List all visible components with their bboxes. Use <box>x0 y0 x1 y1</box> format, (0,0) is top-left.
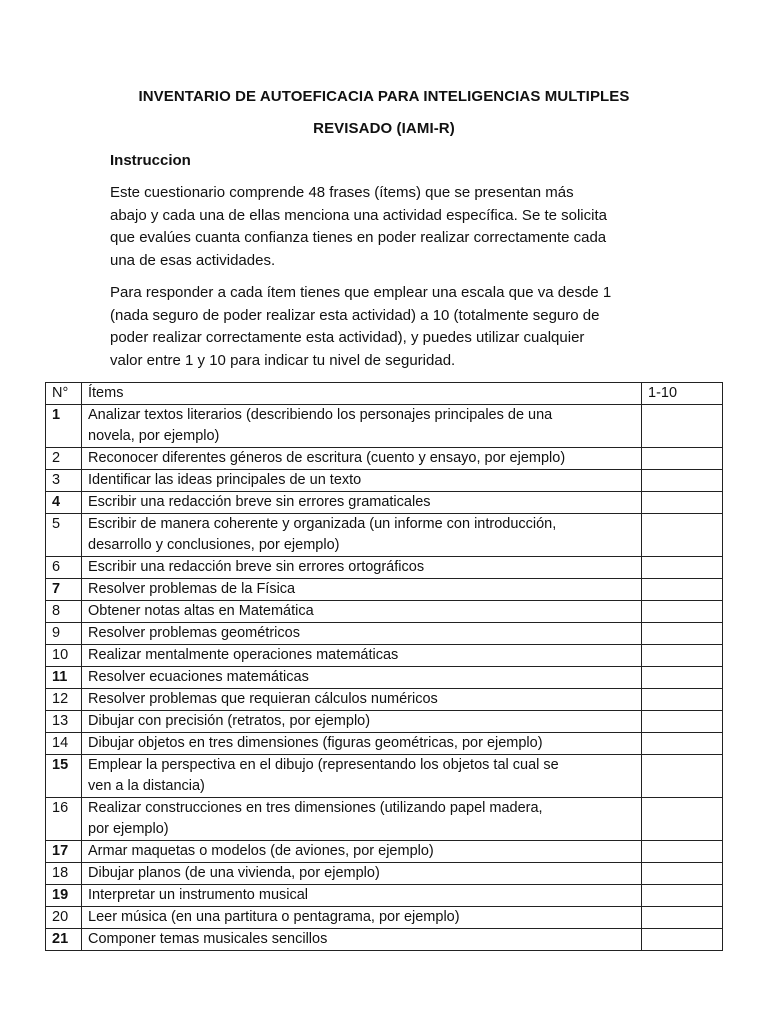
item-number: 20 <box>46 907 82 929</box>
item-text <box>82 689 642 711</box>
item-text <box>82 885 642 907</box>
table-row <box>46 667 723 689</box>
item-score-cell[interactable] <box>642 907 723 929</box>
item-score-cell[interactable] <box>642 601 723 623</box>
item-score-cell[interactable] <box>642 689 723 711</box>
item-text <box>82 470 642 492</box>
table-row <box>46 907 723 929</box>
item-score-cell[interactable] <box>642 841 723 863</box>
table-row <box>46 623 723 645</box>
item-text-line: Realizar mentalmente operaciones matemáticas <box>88 647 399 663</box>
item-score-cell[interactable] <box>642 929 723 951</box>
document-title-line-2: REVISADO (IAMI-R) <box>313 120 455 137</box>
header-items: Ítems <box>82 383 642 405</box>
table-row <box>46 863 723 885</box>
table-row <box>46 929 723 951</box>
items-table-body <box>46 405 723 951</box>
item-text-line: Armar maquetas o modelos (de aviones, por ejemplo) <box>88 843 434 859</box>
item-text <box>82 601 642 623</box>
item-text-line: ven a la distancia) <box>88 778 205 794</box>
item-text <box>82 448 642 470</box>
item-score-cell[interactable] <box>642 514 723 557</box>
item-number: 7 <box>46 579 82 601</box>
table-row <box>46 557 723 579</box>
item-score-cell[interactable] <box>642 798 723 841</box>
item-text-line: Resolver problemas de la Física <box>88 581 296 597</box>
table-row <box>46 470 723 492</box>
item-text-line: Analizar textos literarios (describiendo los personajes principales de una <box>88 407 553 423</box>
items-table <box>45 382 723 951</box>
item-text-line: Dibujar objetos en tres dimensiones (figuras geométricas, por ejemplo) <box>88 735 543 751</box>
item-text <box>82 405 642 448</box>
item-text <box>82 755 642 798</box>
table-row <box>46 689 723 711</box>
item-score-cell[interactable] <box>642 733 723 755</box>
item-text-line: por ejemplo) <box>88 821 169 837</box>
item-number: 16 <box>46 798 82 841</box>
item-score-cell[interactable] <box>642 405 723 448</box>
item-number: 19 <box>46 885 82 907</box>
item-score-cell[interactable] <box>642 863 723 885</box>
item-score-cell[interactable] <box>642 579 723 601</box>
item-score-cell[interactable] <box>642 667 723 689</box>
item-text-line: Reconocer diferentes géneros de escritura (cuento y ensayo, por ejemplo) <box>88 450 566 466</box>
item-text <box>82 514 642 557</box>
item-text <box>82 711 642 733</box>
item-score-cell[interactable] <box>642 885 723 907</box>
table-row <box>46 885 723 907</box>
table-row <box>46 514 723 557</box>
item-number: 1 <box>46 405 82 448</box>
instructions-paragraph-2 <box>110 282 670 372</box>
item-text-line: Realizar construcciones en tres dimensiones (utilizando papel madera, <box>88 800 543 816</box>
item-number: 12 <box>46 689 82 711</box>
item-text-line: Resolver ecuaciones matemáticas <box>88 669 309 685</box>
item-text-line: Escribir una redacción breve sin errores gramaticales <box>88 494 431 510</box>
paragraph-line: poder realizar correctamente esta actividad), y puedes utilizar cualquier <box>110 329 585 346</box>
item-text-line: desarrollo y conclusiones, por ejemplo) <box>88 537 340 553</box>
item-score-cell[interactable] <box>642 448 723 470</box>
header-scale: 1-10 <box>642 383 723 405</box>
paragraph-line: (nada seguro de poder realizar esta actividad) a 10 (totalmente seguro de <box>110 306 600 324</box>
item-text-line: Obtener notas altas en Matemática <box>88 603 314 619</box>
item-number: 2 <box>46 448 82 470</box>
item-text <box>82 667 642 689</box>
table-header-row <box>46 383 723 405</box>
item-text <box>82 492 642 514</box>
item-text <box>82 798 642 841</box>
item-score-cell[interactable] <box>642 557 723 579</box>
paragraph-line: Para responder a cada ítem tienes que emplear una escala que va desde 1 <box>110 284 612 301</box>
item-number: 13 <box>46 711 82 733</box>
table-row <box>46 492 723 514</box>
table-row <box>46 579 723 601</box>
item-text <box>82 623 642 645</box>
item-score-cell[interactable] <box>642 492 723 514</box>
item-text-line: Identificar las ideas principales de un texto <box>88 472 362 488</box>
item-number: 17 <box>46 841 82 863</box>
header-number: N° <box>46 383 82 405</box>
table-row <box>46 755 723 798</box>
item-number: 15 <box>46 755 82 798</box>
table-row <box>46 798 723 841</box>
instructions-paragraph-1 <box>110 182 670 272</box>
table-row <box>46 601 723 623</box>
item-number: 11 <box>46 667 82 689</box>
item-score-cell[interactable] <box>642 470 723 492</box>
item-number: 9 <box>46 623 82 645</box>
item-number: 4 <box>46 492 82 514</box>
item-text-line: Emplear la perspectiva en el dibujo (representando los objetos tal cual se <box>88 757 559 773</box>
item-text <box>82 579 642 601</box>
item-text-line: Escribir una redacción breve sin errores ortográficos <box>88 559 425 575</box>
paragraph-line: que evalúes cuanta confianza tienes en poder realizar correctamente cada <box>110 229 607 246</box>
paragraph-line: valor entre 1 y 10 para indicar tu nivel de seguridad. <box>110 351 456 369</box>
item-number: 6 <box>46 557 82 579</box>
item-text-line: Leer música (en una partitura o pentagrama, por ejemplo) <box>88 909 460 925</box>
paragraph-line: Este cuestionario comprende 48 frases (ítems) que se presentan más <box>110 184 574 201</box>
table-row <box>46 448 723 470</box>
item-text <box>82 645 642 667</box>
table-row <box>46 711 723 733</box>
item-number: 21 <box>46 929 82 951</box>
table-row <box>46 405 723 448</box>
item-number: 5 <box>46 514 82 557</box>
instructions-heading: Instruccion <box>110 152 191 169</box>
paragraph-line: abajo y cada una de ellas menciona una actividad específica. Se te solicita <box>110 206 607 224</box>
table-row <box>46 733 723 755</box>
paragraph-line: una de esas actividades. <box>110 251 276 269</box>
item-score-cell[interactable] <box>642 623 723 645</box>
item-score-cell[interactable] <box>642 711 723 733</box>
item-score-cell[interactable] <box>642 755 723 798</box>
table-row <box>46 645 723 667</box>
item-number: 14 <box>46 733 82 755</box>
item-text <box>82 863 642 885</box>
item-text-line: Componer temas musicales sencillos <box>88 931 328 947</box>
table-row <box>46 841 723 863</box>
item-number: 18 <box>46 863 82 885</box>
item-text <box>82 907 642 929</box>
item-text <box>82 929 642 951</box>
item-text-line: Escribir de manera coherente y organizada (un informe con introducción, <box>88 516 557 532</box>
item-text-line: Resolver problemas geométricos <box>88 625 300 641</box>
item-number: 8 <box>46 601 82 623</box>
item-number: 3 <box>46 470 82 492</box>
item-text <box>82 841 642 863</box>
item-text-line: Dibujar con precisión (retratos, por ejemplo) <box>88 713 371 729</box>
item-score-cell[interactable] <box>642 645 723 667</box>
item-text <box>82 733 642 755</box>
item-text-line: Dibujar planos (de una vivienda, por ejemplo) <box>88 865 380 881</box>
item-text <box>82 557 642 579</box>
item-number: 10 <box>46 645 82 667</box>
document-title-line-1: INVENTARIO DE AUTOEFICACIA PARA INTELIGENCIAS MULTIPLES <box>138 88 630 105</box>
item-text-line: Resolver problemas que requieran cálculos numéricos <box>88 691 438 707</box>
item-text-line: Interpretar un instrumento musical <box>88 887 309 903</box>
item-text-line: novela, por ejemplo) <box>88 428 220 444</box>
